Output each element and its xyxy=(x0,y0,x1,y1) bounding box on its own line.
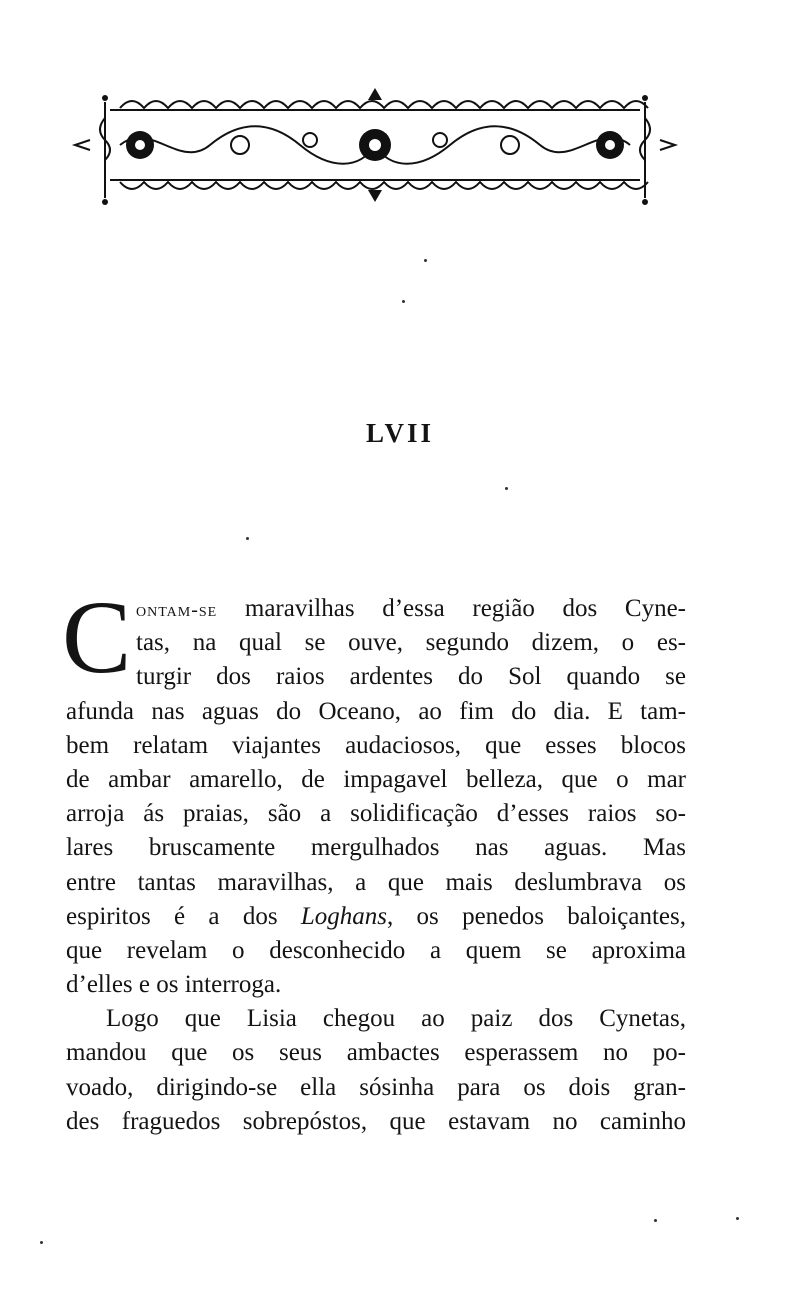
text-line: ontam-se maravilhas d’essa região dos Cyne- xyxy=(136,595,686,622)
text-line: Logo que Lisia chegou ao paiz dos Cynetas, xyxy=(106,1005,686,1033)
small-caps-opening: ontam-se xyxy=(136,599,218,621)
text-line: voado, dirigindo-se ella sósinha para os dois gran- xyxy=(66,1073,686,1101)
text-line: afunda nas aguas do Oceano, ao fim do dia. E tam- xyxy=(66,697,686,725)
text-line: arroja ás praias, são a solidificação d’esses raios so- xyxy=(66,800,686,828)
print-speck xyxy=(736,1217,739,1220)
italic-term: Loghans xyxy=(300,902,387,930)
print-speck xyxy=(246,537,249,540)
body-text xyxy=(62,580,687,1139)
text-line: espiritos é a dos Loghans, os penedos baloiçantes, xyxy=(66,902,687,930)
print-speck xyxy=(402,300,405,303)
ornamental-header-border xyxy=(60,80,690,210)
text-line: d’elles e os interroga. xyxy=(66,971,282,999)
print-speck xyxy=(654,1219,657,1222)
text-line: de ambar amarello, de impagavel belleza, que o mar xyxy=(66,765,686,793)
text-line: des fraguedos sobrepóstos, que estavam no caminho xyxy=(66,1107,686,1135)
text-line: mandou que os seus ambactes esperassem no po- xyxy=(66,1039,686,1067)
text-line: bem relatam viajantes audaciosos, que esses blocos xyxy=(66,731,686,759)
text-line: lares bruscamente mergulhados nas aguas. Mas xyxy=(66,834,686,862)
print-speck xyxy=(40,1241,43,1244)
chapter-heading: LVII xyxy=(365,418,435,448)
text-line: tas, na qual se ouve, segundo dizem, o es- xyxy=(136,629,686,657)
text-line: entre tantas maravilhas, a que mais deslumbrava os xyxy=(66,868,686,896)
text-line: turgir dos raios ardentes do Sol quando se xyxy=(136,663,686,691)
print-speck xyxy=(505,487,508,490)
text-line: que revelam o desconhecido a quem se aproxima xyxy=(66,936,686,964)
print-speck xyxy=(424,259,427,262)
drop-cap: C xyxy=(62,580,132,695)
